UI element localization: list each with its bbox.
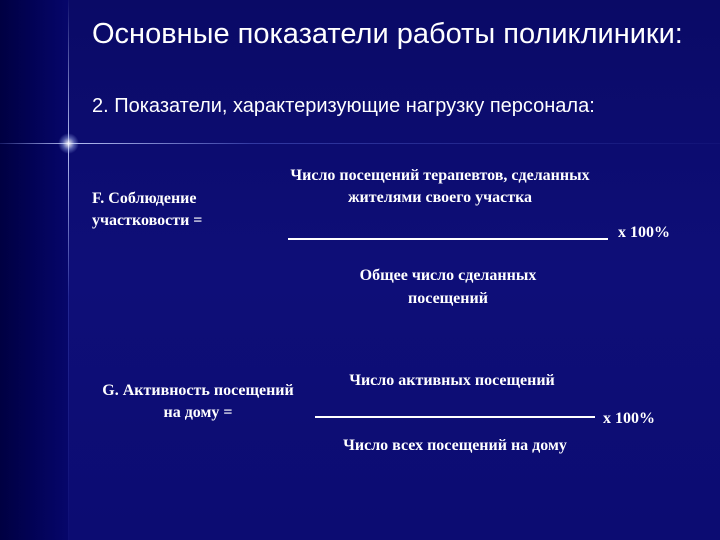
- formula-g-multiplier: х 100%: [603, 410, 655, 427]
- formula-f-fraction-line: [288, 238, 608, 240]
- formula-g-numerator: Число активных посещений: [349, 372, 555, 389]
- formula-g-fraction-line: [315, 416, 595, 418]
- vertical-accent-line: [68, 0, 69, 540]
- line-intersection-glow: [58, 133, 79, 154]
- formula-f-label: F. Соблюдение участковости =: [92, 190, 203, 229]
- formula-f-multiplier: х 100%: [618, 224, 670, 241]
- formula-f-denominator: Общее число сделанных посещений: [359, 267, 537, 307]
- slide-title: Основные показатели работы поликлиники:: [92, 18, 683, 50]
- formula-f-numerator: Число посещений терапевтов, сделанных жителями своего участка: [290, 167, 590, 206]
- slide-subtitle: 2. Показатели, характеризующие нагрузку персонала:: [92, 95, 595, 117]
- left-decorative-band: [0, 0, 68, 540]
- formula-g-label: G. Активность посещений на дому =: [102, 382, 294, 421]
- formula-g-denominator: Число всех посещений на дому: [343, 437, 567, 454]
- horizontal-accent-line: [0, 143, 720, 144]
